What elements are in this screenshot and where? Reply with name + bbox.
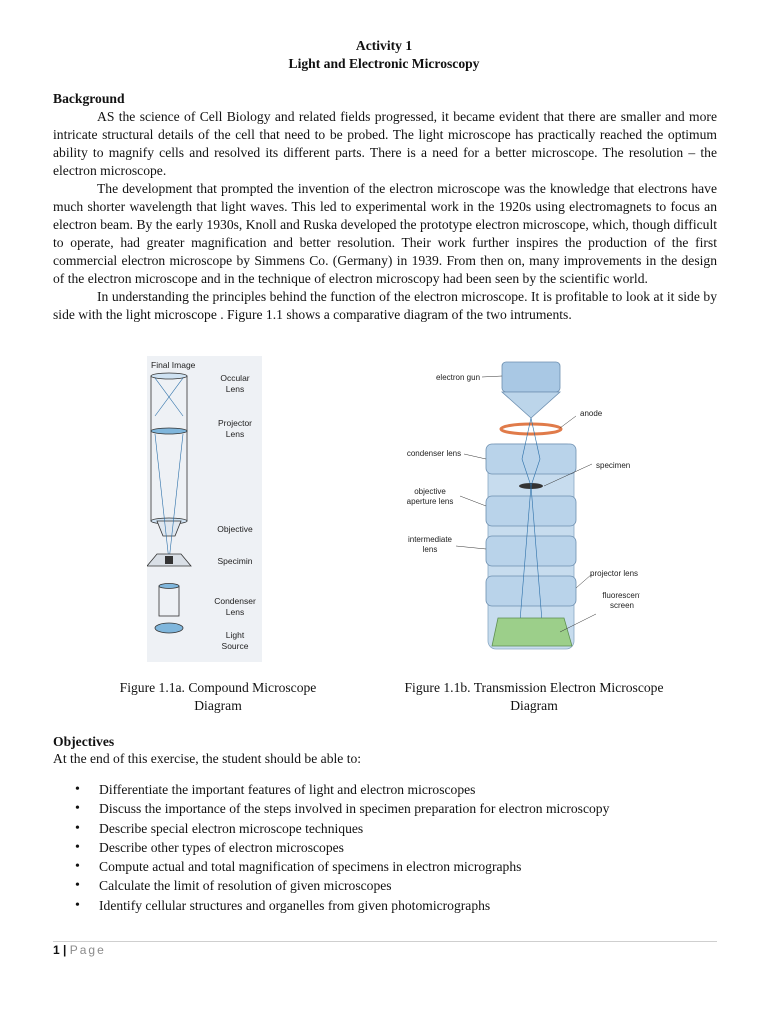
label-screen-tem: screen: [609, 601, 635, 610]
background-paragraph-1: AS the science of Cell Biology and related fields progressed, it became evident that there are smaller and more intricate structural details of the cell that need to be probed. The light microscope has practically reached the optimum ability to magnify cells and resolved its different parts. There is a need for a better microscope. The resolution – the electron microscope.: [53, 109, 717, 178]
compound-microscope-diagram: [147, 356, 262, 662]
page-word: Page: [69, 943, 106, 957]
tem-figure: [400, 356, 640, 662]
list-item: • Differentiate the important features of light and electron microscopes: [53, 780, 609, 799]
compound-microscope-figure: [147, 356, 262, 662]
page-title: Light and Electronic Microscopy: [288, 56, 480, 71]
list-item: • Describe other types of electron microscopes: [53, 838, 609, 857]
background-paragraph-2: The development that prompted the invention of the electron microscope was the knowledge that electrons have much shorter wavelength that light waves. This led to experimental work in the 1920s using electromagnets to focus an electron beam. By the early 1930s, Knoll and Ruska developed the prototype electron microscope, which, though difficult to operate, had greater magnification and better resolution. Their work further inspires the production of the first commercial electron microscope by Simmens Co. (Germany) in 1939. From then on, many improvements in the design of the electron microscope and in the technique of electron microscopy had been seen by the scientific world.: [53, 181, 717, 286]
label-specimen-tem: specimen: [596, 461, 631, 470]
label-light: Light: [225, 630, 245, 640]
background-paragraph-3: In understanding the principles behind the function of the electron microscope. It is profitable to look at it side by side with the light microscope . Figure 1.1 shows a comparative diagram of the two intruments.: [53, 289, 717, 322]
label-fluorescent-tem: fluorescent: [602, 591, 640, 600]
page-footer: [53, 943, 106, 957]
label-aperture-lens-tem: aperture lens: [406, 497, 454, 506]
figure-caption-a: [100, 679, 336, 715]
label-intermediate-lens-tem: lens: [422, 545, 438, 554]
label-condenser: Condenser: [214, 596, 256, 606]
background-body: [53, 108, 717, 324]
page-number: 1: [53, 943, 60, 957]
footer-divider: [53, 941, 717, 942]
label-final-image: Final Image: [151, 360, 196, 370]
tem-diagram: [400, 356, 640, 662]
list-item: • Identify cellular structures and organelles from given photomicrographs: [53, 896, 609, 915]
background-heading: Background: [53, 91, 125, 106]
label-ocular-lens: Lens: [225, 384, 245, 394]
label-condenser-lens: Lens: [225, 607, 245, 617]
list-item: • Calculate the limit of resolution of given microscopes: [53, 876, 609, 895]
figure-caption-b-line-1: Figure 1.1b. Transmission Electron Microscope: [404, 680, 664, 695]
figure-caption-b-line-2: Diagram: [510, 698, 558, 713]
activity-number: Activity 1: [355, 38, 413, 53]
label-projector-lens-tem: projector lens: [590, 569, 639, 578]
list-item: • Discuss the importance of the steps involved in specimen preparation for electron microscopy: [53, 799, 609, 818]
list-item: • Describe special electron microscope techniques: [53, 819, 609, 838]
figure-caption-a-line-1: Figure 1.1a. Compound Microscope: [119, 680, 317, 695]
label-projector: Projector: [217, 418, 253, 428]
figure-caption-b: [384, 679, 684, 715]
label-condenser-lens-tem: condenser lens: [406, 449, 462, 458]
label-intermediate-tem: intermediate: [407, 535, 453, 544]
list-item: • Compute actual and total magnification of specimens in electron micrographs: [53, 857, 609, 876]
label-anode: anode: [580, 409, 603, 418]
objectives-heading: Objectives: [53, 734, 115, 749]
label-electron-gun: electron gun: [435, 373, 481, 382]
label-projector-lens: Lens: [225, 429, 245, 439]
label-specimen: Specimin: [217, 556, 253, 566]
label-objective: Objective: [217, 524, 253, 534]
figure-caption-a-line-2: Diagram: [194, 698, 242, 713]
label-light-source: Source: [221, 641, 249, 651]
footer-separator: |: [63, 943, 67, 957]
label-ocular: Occular: [220, 373, 250, 383]
objectives-intro: At the end of this exercise, the student should be able to:: [53, 751, 362, 766]
objectives-list: [53, 780, 609, 915]
label-objective-tem: objective: [414, 487, 446, 496]
